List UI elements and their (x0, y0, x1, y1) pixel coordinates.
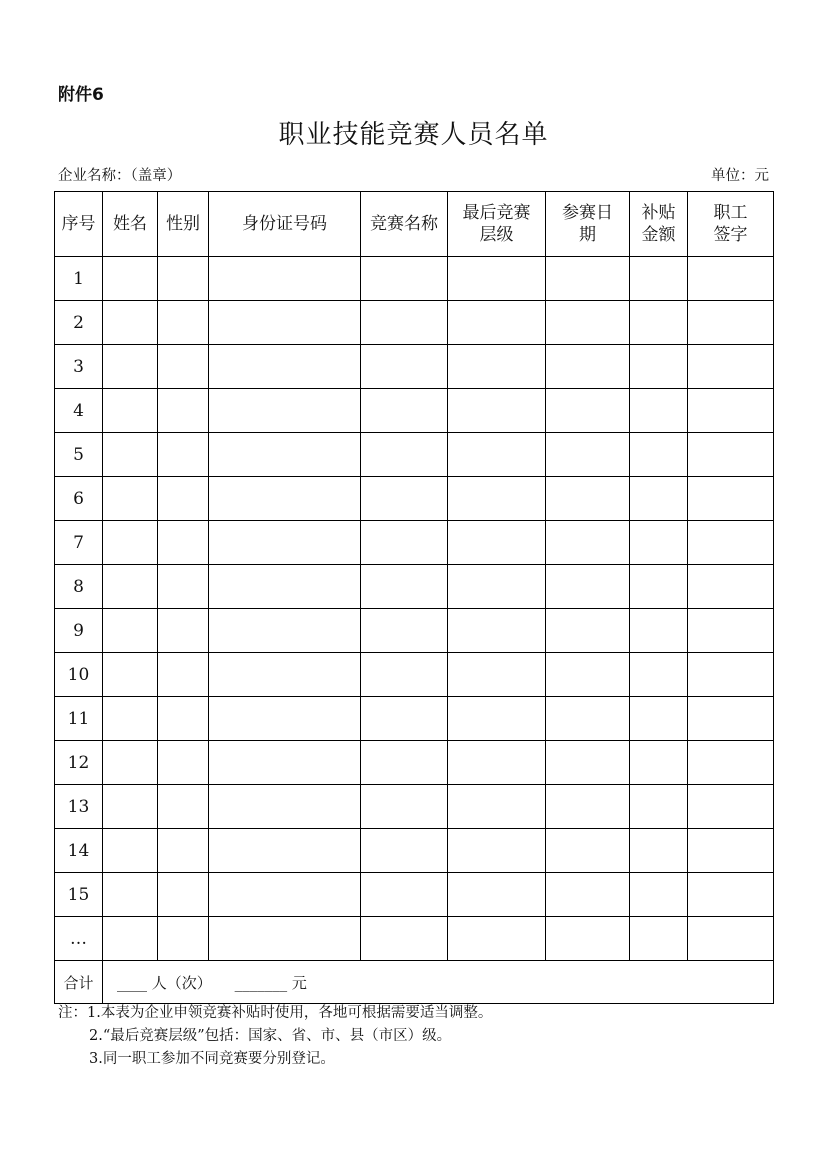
cell-competition-name[interactable] (361, 257, 448, 301)
cell-competition-name[interactable] (361, 785, 448, 829)
cell-date[interactable] (546, 829, 630, 873)
cell-name[interactable] (103, 697, 158, 741)
cell-date[interactable] (546, 917, 630, 961)
cell-name[interactable] (103, 433, 158, 477)
header-row (55, 192, 774, 257)
cell-date[interactable] (546, 477, 630, 521)
cell-gender[interactable] (158, 653, 209, 697)
cell-competition-name[interactable] (361, 741, 448, 785)
cell-name[interactable] (103, 741, 158, 785)
row-number: 11 (55, 697, 103, 741)
cell-gender[interactable] (158, 697, 209, 741)
cell-subsidy[interactable] (630, 741, 688, 785)
cell-id-number[interactable] (209, 829, 361, 873)
cell-name[interactable] (103, 389, 158, 433)
cell-subsidy[interactable] (630, 653, 688, 697)
cell-date[interactable] (546, 741, 630, 785)
cell-name[interactable] (103, 565, 158, 609)
cell-gender[interactable] (158, 257, 209, 301)
table-row (55, 345, 774, 389)
row-number: 5 (55, 433, 103, 477)
cell-id-number[interactable] (209, 697, 361, 741)
cell-gender[interactable] (158, 565, 209, 609)
cell-competition-level[interactable] (448, 301, 546, 345)
row-number: 14 (55, 829, 103, 873)
cell-subsidy[interactable] (630, 257, 688, 301)
header-competition-level: 最后竞赛 层级 (448, 192, 546, 257)
row-number: 10 (55, 653, 103, 697)
cell-subsidy[interactable] (630, 609, 688, 653)
cell-gender[interactable] (158, 477, 209, 521)
table-row (55, 697, 774, 741)
table-row (55, 785, 774, 829)
cell-date[interactable] (546, 345, 630, 389)
note-line-1: 注：1.本表为企业申领竞赛补贴时使用，各地可根据需要适当调整。 (58, 1005, 493, 1021)
cell-id-number[interactable] (209, 609, 361, 653)
cell-name[interactable] (103, 873, 158, 917)
total-summary (103, 961, 774, 1004)
cell-subsidy[interactable] (630, 565, 688, 609)
cell-name[interactable] (103, 257, 158, 301)
row-number: 7 (55, 521, 103, 565)
cell-competition-level[interactable] (448, 345, 546, 389)
row-number: 6 (55, 477, 103, 521)
cell-id-number[interactable] (209, 873, 361, 917)
cell-date[interactable] (546, 433, 630, 477)
cell-competition-level[interactable] (448, 477, 546, 521)
table-row (55, 521, 774, 565)
row-number: 8 (55, 565, 103, 609)
cell-competition-level[interactable] (448, 257, 546, 301)
company-name-label: 企业名称：（盖章） (58, 168, 182, 184)
cell-signature[interactable] (688, 565, 774, 609)
table-row (55, 829, 774, 873)
cell-competition-level[interactable] (448, 697, 546, 741)
cell-signature[interactable] (688, 389, 774, 433)
cell-signature[interactable] (688, 609, 774, 653)
cell-signature[interactable] (688, 741, 774, 785)
cell-competition-name[interactable] (361, 917, 448, 961)
cell-competition-name[interactable] (361, 609, 448, 653)
cell-gender[interactable] (158, 301, 209, 345)
cell-subsidy[interactable] (630, 477, 688, 521)
cell-gender[interactable] (158, 741, 209, 785)
cell-signature[interactable] (688, 301, 774, 345)
cell-signature[interactable] (688, 829, 774, 873)
cell-signature[interactable] (688, 477, 774, 521)
note-line-3: 3.同一职工参加不同竞赛要分别登记。 (89, 1051, 335, 1067)
row-number: 15 (55, 873, 103, 917)
header-gender: 性别 (158, 192, 209, 257)
cell-date[interactable] (546, 565, 630, 609)
cell-name[interactable] (103, 521, 158, 565)
cell-name[interactable] (103, 477, 158, 521)
table-row (55, 741, 774, 785)
total-label: 合计 (55, 961, 103, 1004)
row-number: 9 (55, 609, 103, 653)
cell-competition-level[interactable] (448, 565, 546, 609)
header-subsidy: 补贴 金额 (630, 192, 688, 257)
page-title: 职业技能竞赛人员名单 (278, 120, 549, 150)
cell-gender[interactable] (158, 917, 209, 961)
cell-competition-name[interactable] (361, 521, 448, 565)
cell-subsidy[interactable] (630, 873, 688, 917)
cell-name[interactable] (103, 829, 158, 873)
cell-signature[interactable] (688, 873, 774, 917)
cell-signature[interactable] (688, 697, 774, 741)
cell-competition-name[interactable] (361, 389, 448, 433)
cell-name[interactable] (103, 345, 158, 389)
cell-gender[interactable] (158, 433, 209, 477)
cell-competition-name[interactable] (361, 697, 448, 741)
cell-subsidy[interactable] (630, 697, 688, 741)
cell-id-number[interactable] (209, 301, 361, 345)
table-row (55, 389, 774, 433)
cell-date[interactable] (546, 257, 630, 301)
cell-date[interactable] (546, 521, 630, 565)
total-people[interactable]: ____ 人（次） (117, 973, 212, 992)
cell-gender[interactable] (158, 389, 209, 433)
cell-competition-level[interactable] (448, 741, 546, 785)
cell-competition-name[interactable] (361, 477, 448, 521)
cell-subsidy[interactable] (630, 301, 688, 345)
row-number: 3 (55, 345, 103, 389)
cell-competition-level[interactable] (448, 873, 546, 917)
roster-body (55, 257, 774, 1004)
table-row (55, 477, 774, 521)
roster-table (54, 191, 774, 1004)
cell-gender[interactable] (158, 829, 209, 873)
notes (58, 1002, 492, 1071)
cell-id-number[interactable] (209, 433, 361, 477)
cell-subsidy[interactable] (630, 785, 688, 829)
unit-label: 单位：元 (711, 168, 769, 184)
cell-subsidy[interactable] (630, 433, 688, 477)
cell-date[interactable] (546, 301, 630, 345)
total-amount[interactable]: _______ 元 (234, 973, 307, 992)
cell-name[interactable] (103, 917, 158, 961)
cell-signature[interactable] (688, 345, 774, 389)
cell-competition-name[interactable] (361, 345, 448, 389)
row-number: 4 (55, 389, 103, 433)
cell-signature[interactable] (688, 433, 774, 477)
cell-subsidy[interactable] (630, 389, 688, 433)
cell-id-number[interactable] (209, 257, 361, 301)
cell-gender[interactable] (158, 873, 209, 917)
row-number: 13 (55, 785, 103, 829)
cell-id-number[interactable] (209, 565, 361, 609)
header-competition-name: 竞赛名称 (361, 192, 448, 257)
cell-date[interactable] (546, 697, 630, 741)
table-row (55, 565, 774, 609)
cell-subsidy[interactable] (630, 521, 688, 565)
cell-gender[interactable] (158, 521, 209, 565)
cell-name[interactable] (103, 785, 158, 829)
cell-competition-level[interactable] (448, 785, 546, 829)
cell-id-number[interactable] (209, 389, 361, 433)
attachment-label: 附件6 (58, 85, 104, 105)
row-number: 12 (55, 741, 103, 785)
header-serial: 序号 (55, 192, 103, 257)
table-row (55, 917, 774, 961)
cell-subsidy[interactable] (630, 345, 688, 389)
cell-competition-name[interactable] (361, 565, 448, 609)
row-number: … (55, 917, 103, 961)
cell-competition-level[interactable] (448, 653, 546, 697)
cell-id-number[interactable] (209, 345, 361, 389)
cell-subsidy[interactable] (630, 917, 688, 961)
cell-competition-level[interactable] (448, 917, 546, 961)
cell-id-number[interactable] (209, 521, 361, 565)
cell-competition-level[interactable] (448, 433, 546, 477)
cell-date[interactable] (546, 873, 630, 917)
cell-competition-name[interactable] (361, 873, 448, 917)
header-signature: 职工 签字 (688, 192, 774, 257)
cell-signature[interactable] (688, 521, 774, 565)
cell-id-number[interactable] (209, 917, 361, 961)
cell-name[interactable] (103, 301, 158, 345)
table-row (55, 257, 774, 301)
header-date: 参赛日 期 (546, 192, 630, 257)
cell-id-number[interactable] (209, 741, 361, 785)
cell-name[interactable] (103, 653, 158, 697)
cell-gender[interactable] (158, 609, 209, 653)
cell-competition-level[interactable] (448, 609, 546, 653)
cell-id-number[interactable] (209, 785, 361, 829)
cell-competition-level[interactable] (448, 521, 546, 565)
table-row (55, 609, 774, 653)
row-number: 2 (55, 301, 103, 345)
cell-id-number[interactable] (209, 477, 361, 521)
cell-competition-level[interactable] (448, 389, 546, 433)
table-row (55, 873, 774, 917)
cell-competition-name[interactable] (361, 653, 448, 697)
cell-subsidy[interactable] (630, 829, 688, 873)
table-row (55, 301, 774, 345)
cell-competition-name[interactable] (361, 301, 448, 345)
cell-date[interactable] (546, 609, 630, 653)
cell-competition-name[interactable] (361, 433, 448, 477)
cell-date[interactable] (546, 653, 630, 697)
cell-id-number[interactable] (209, 653, 361, 697)
cell-date[interactable] (546, 389, 630, 433)
header-name: 姓名 (103, 192, 158, 257)
cell-competition-level[interactable] (448, 829, 546, 873)
table-row (55, 653, 774, 697)
total-row (55, 961, 774, 1004)
note-line-2: 2.“最后竞赛层级”包括：国家、省、市、县（市区）级。 (89, 1028, 452, 1044)
cell-gender[interactable] (158, 345, 209, 389)
table-row (55, 433, 774, 477)
cell-competition-name[interactable] (361, 829, 448, 873)
cell-signature[interactable] (688, 257, 774, 301)
cell-gender[interactable] (158, 785, 209, 829)
header-id-number: 身份证号码 (209, 192, 361, 257)
cell-signature[interactable] (688, 785, 774, 829)
cell-signature[interactable] (688, 917, 774, 961)
cell-signature[interactable] (688, 653, 774, 697)
cell-date[interactable] (546, 785, 630, 829)
cell-name[interactable] (103, 609, 158, 653)
row-number: 1 (55, 257, 103, 301)
